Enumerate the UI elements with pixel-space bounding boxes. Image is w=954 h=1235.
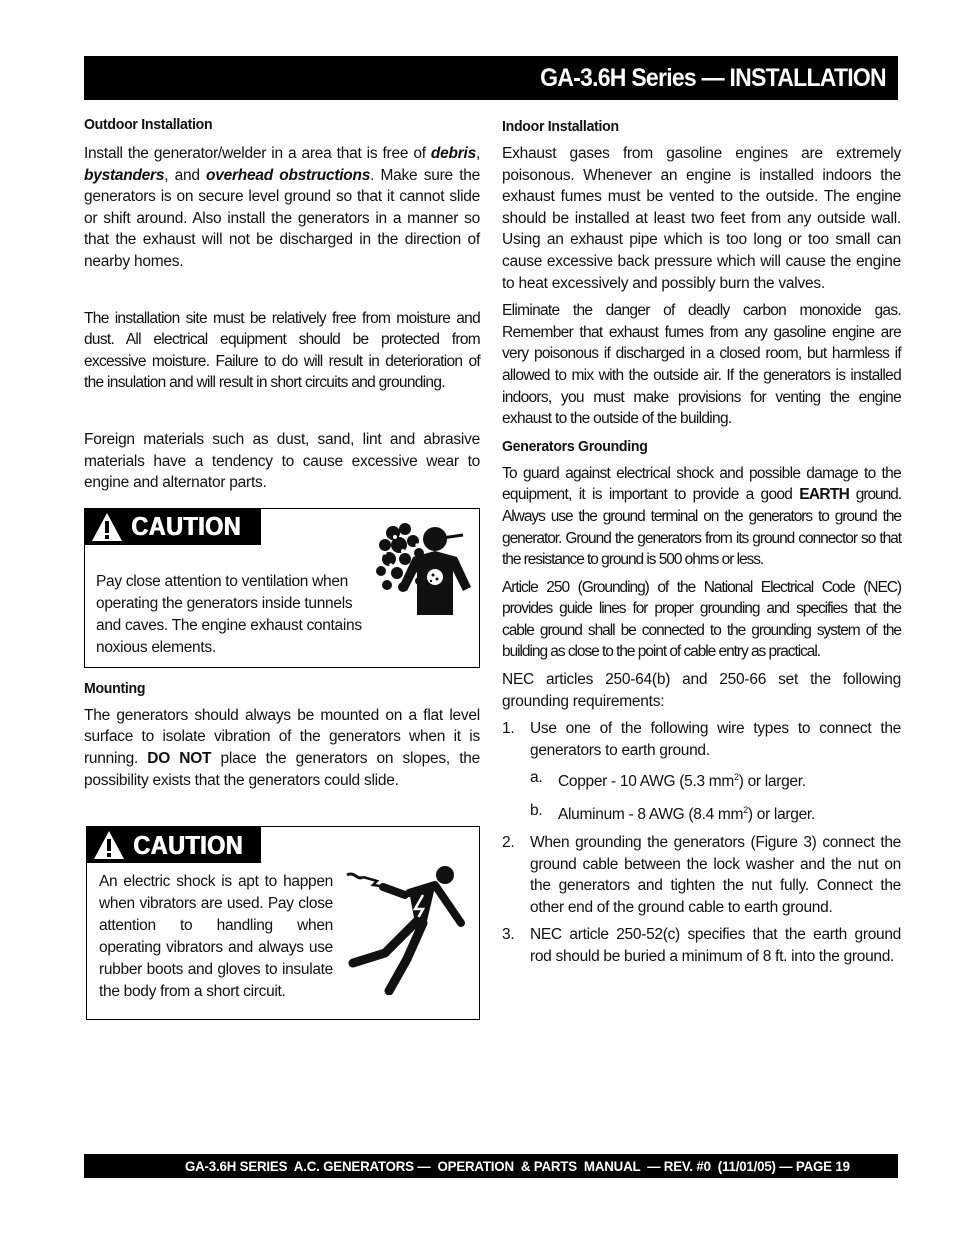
indoor-installation-heading: Indoor Installation: [502, 118, 619, 135]
grounding-requirements-list: [502, 718, 901, 761]
electric-shock-person-icon: [343, 865, 473, 995]
list-item: 3. NEC article 250-52(c) specifies that the earth ground rod should be buried a minimum of 8 ft. into the ground.: [502, 926, 901, 965]
warning-triangle-icon: [93, 829, 125, 861]
list-item: 1. Use one of the following wire types to connect the generators to earth ground.: [502, 720, 901, 759]
mounting-paragraph: The generators should always be mounted on a flat level surface to isolate vibration of the generators when it is running. DO NOT place the generators on slopes, the possibility exists that the generators could slide.: [84, 706, 480, 789]
indoor-paragraph-2: Eliminate the danger of deadly carbon monoxide gas. Remember that exhaust fumes from any gasoline engine are very poisonous if discharged in a closed room, but harmless if allowed to mix with the outside air. If the generators is installed indoors, you must make provisions for venting the engine exhaust to the outside of the building.: [502, 302, 901, 428]
page-title: GA-3.6H Series — INSTALLATION: [540, 63, 886, 92]
caution-text-electric-shock: An electric shock is apt to happen when vibrators are used. Pay close attention to handling when operating vibrators and always use rubber boots and gloves to insulate the body from a short circuit.: [99, 873, 333, 1001]
outdoor-paragraph-2: The installation site must be relatively free from moisture and dust. All electrical equipment should be protected from excessive moisture. Failure to do will result in deterioration of the insulation and will result in short circuits and grounding.: [84, 309, 480, 392]
outdoor-paragraph-1: Install the generator/welder in a area that is free of debris, bystanders, and overhead obstructions. Make sure the generators is on secure level ground so that it cannot slide or shift around. Also install the generators in a manner so that the exhaust will not be discharged in the direction of nearby homes.: [84, 145, 480, 270]
grounding-paragraph-3: NEC articles 250-64(b) and 250-66 set the following grounding requirements:: [502, 671, 901, 710]
caution-box-electric-shock: [86, 826, 480, 1020]
outdoor-installation-heading: Outdoor Installation: [84, 116, 213, 133]
outdoor-paragraph-3: Foreign materials such as dust, sand, lint and abrasive materials have a tendency to cause excessive wear to engine and alternator parts.: [84, 430, 480, 492]
grounding-paragraph-2: Article 250 (Grounding) of the National Electrical Code (NEC) provides guide lines for proper grounding and specifies that the cable ground shall be connected to the grounding system of the building as close to the point of cable entry as practical.: [502, 578, 901, 661]
generators-grounding-heading: Generators Grounding: [502, 437, 648, 455]
grounding-requirements-list-continued: [502, 832, 901, 968]
list-subitem-aluminum: b. Aluminum - 8 AWG (8.4 $mm^2$) or larger.: [530, 802, 815, 824]
list-item: 2. When grounding the generators (Figure 3) connect the ground cable between the lock washer and the nut on the generators and tighten the nut fully. Connect the other end of the ground cable to earth ground.: [502, 833, 901, 916]
indoor-paragraph-1: Exhaust gases from gasoline engines are extremely poisonous. Whenever an engine is installed indoors the exhaust fumes must be vented to the outside. The engine should be installed at least two feet from any outside wall. Using an exhaust pipe which is too long or too small can cause excessive back pressure which will cause the engine to heat excessively and possibly burn the valves.: [502, 145, 901, 292]
toxic-fumes-person-icon: [373, 515, 473, 615]
page-footer: [84, 1154, 898, 1178]
page-header: [84, 56, 898, 100]
list-subitem-copper: a. Copper - 10 AWG (5.3 $mm^2$) or larger.: [530, 769, 806, 791]
warning-triangle-icon: [91, 511, 123, 543]
footer-text: GA-3.6H SERIES A.C. GENERATORS — OPERATION & PARTS MANUAL — REV. #0 (11/01/05) — PAGE 19: [185, 1158, 850, 1174]
caution-text-ventilation: Pay close attention to ventilation when operating the generators inside tunnels and caves. The engine exhaust contains noxious elements.: [96, 572, 362, 656]
caution-label: CAUTION: [87, 827, 261, 863]
grounding-paragraph-1: To guard against electrical shock and possible damage to the equipment, it is important to provide a good EARTH ground. Always use the ground terminal on the generators to ground the generator. Ground the generators from its ground connector so that the resistance to ground is 500 ohms or less.: [502, 464, 901, 569]
mounting-heading: Mounting: [84, 679, 146, 697]
caution-label: CAUTION: [85, 509, 261, 545]
right-column: [502, 118, 901, 968]
left-column: [84, 116, 480, 1020]
caution-box-ventilation: [84, 508, 480, 668]
